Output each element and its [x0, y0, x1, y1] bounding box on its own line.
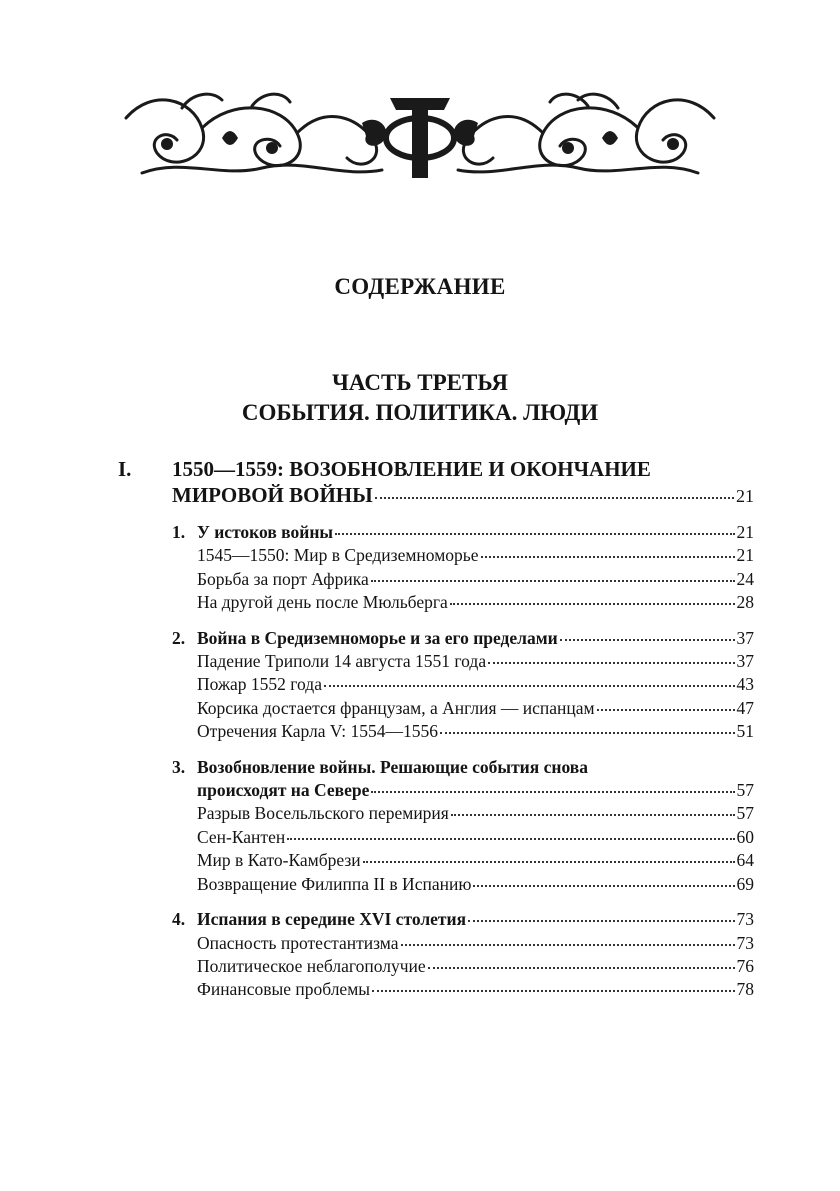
section-title: происходят на Севере: [197, 780, 370, 801]
toc-entry[interactable]: [197, 673, 754, 696]
dot-leader: [363, 861, 735, 863]
toc-entry[interactable]: [197, 932, 754, 955]
dot-leader: [324, 685, 735, 687]
part-heading: [0, 368, 840, 428]
toc-entry[interactable]: [197, 697, 754, 720]
dot-leader: [473, 885, 734, 887]
dot-leader: [440, 732, 735, 734]
dot-leader: [597, 709, 735, 711]
page-number: 47: [736, 697, 754, 718]
section-entry[interactable]: [197, 521, 754, 544]
dot-leader: [375, 497, 734, 499]
section-entry[interactable]: [197, 779, 754, 802]
page-number: 69: [736, 873, 754, 894]
toc-entry[interactable]: [197, 873, 754, 896]
entry-title: Возвращение Филиппа II в Испанию: [197, 873, 472, 894]
dot-leader: [371, 791, 734, 793]
entry-title: Падение Триполи 14 августа 1551 года: [197, 651, 487, 672]
section-entry[interactable]: [197, 627, 754, 650]
page-number: 57: [736, 780, 754, 801]
entry-title: Пожар 1552 года: [197, 674, 322, 695]
entry-title: Опасность протестантизма: [197, 932, 399, 953]
toc-entry[interactable]: [197, 591, 754, 614]
toc-entry[interactable]: [197, 849, 754, 872]
entry-title: Отречения Карла V: 1554—1556: [197, 721, 438, 742]
entry-title: Корсика достается французам, а Англия — испанцам: [197, 697, 595, 718]
section-title: Война в Средиземноморье и за его пределами: [197, 627, 558, 648]
page-number: 51: [736, 721, 754, 742]
section-title: У истоков войны: [197, 522, 334, 542]
toc-entry[interactable]: [197, 544, 754, 567]
entry-title: Разрыв Восельльского перемирия: [197, 803, 449, 824]
dot-leader: [468, 920, 734, 922]
toc-entry[interactable]: [197, 978, 754, 1001]
dot-leader: [372, 990, 734, 992]
part-number: ЧАСТЬ ТРЕТЬЯ: [332, 370, 508, 395]
page-number: 43: [736, 674, 754, 695]
page-number: 76: [736, 955, 754, 976]
page-number: 78: [736, 979, 754, 1000]
toc-entry[interactable]: [197, 720, 754, 743]
dot-leader: [428, 967, 735, 969]
toc-entry[interactable]: [197, 568, 754, 591]
page-number: 28: [736, 592, 754, 613]
page-number: 37: [736, 651, 754, 672]
part-title: СОБЫТИЯ. ПОЛИТИКА. ЛЮДИ: [241, 400, 599, 425]
page-number: 60: [736, 826, 754, 847]
dot-leader: [335, 533, 734, 535]
toc-chapter[interactable]: [118, 456, 754, 509]
entry-title: Финансовые проблемы: [197, 979, 371, 1000]
page-number: 57: [736, 803, 754, 824]
toc-entry[interactable]: [197, 802, 754, 825]
toc-entry[interactable]: [197, 650, 754, 673]
chapter-title-line: МИРОВОЙ ВОЙНЫ: [172, 483, 373, 507]
toc-section: [172, 908, 754, 1002]
toc-section: [172, 627, 754, 744]
page-number: 37: [736, 627, 754, 648]
dot-leader: [401, 944, 735, 946]
page-number: 24: [736, 568, 754, 589]
chapter-numeral: I.: [118, 457, 132, 481]
entry-title: Сен-Кантен: [197, 826, 286, 847]
dot-leader: [371, 580, 735, 582]
dot-leader: [481, 556, 735, 558]
section-entry[interactable]: [197, 908, 754, 931]
section-number: 4.: [172, 909, 186, 930]
page-number: 21: [736, 486, 754, 506]
dot-leader: [450, 603, 735, 605]
table-of-contents: [118, 456, 754, 1002]
page-number: 21: [736, 522, 754, 542]
dot-leader: [451, 814, 735, 816]
page-title: СОДЕРЖАНИЕ: [334, 274, 506, 299]
toc-section: [172, 521, 754, 615]
page-number: 21: [736, 545, 754, 566]
decorative-ornament-banner: [122, 78, 718, 186]
dot-leader: [488, 662, 734, 664]
section-number: 2.: [172, 627, 186, 648]
section-number: 3.: [172, 756, 186, 777]
toc-entry[interactable]: [197, 955, 754, 978]
entry-title: На другой день после Мюльберга: [197, 592, 448, 613]
section-number: 1.: [172, 522, 186, 542]
entry-title: Борьба за порт Африка: [197, 568, 369, 589]
chapter-title-line: 1550—1559: ВОЗОБНОВЛЕНИЕ И ОКОНЧАНИЕ: [172, 457, 651, 481]
toc-entry[interactable]: [197, 826, 754, 849]
entry-title: Мир в Като-Камбрези: [197, 850, 361, 871]
page-number: 73: [736, 932, 754, 953]
section-title: Испания в середине XVI столетия: [197, 909, 467, 930]
page-number: 73: [736, 909, 754, 930]
dot-leader: [560, 639, 735, 641]
entry-title: 1545—1550: Мир в Средиземноморье: [197, 545, 479, 566]
entry-title: Политическое неблагополучие: [197, 955, 426, 976]
dot-leader: [287, 838, 734, 840]
toc-section: [172, 756, 754, 896]
section-title-line: Возобновление войны. Решающие события снова: [197, 756, 588, 777]
page-number: 64: [736, 850, 754, 871]
